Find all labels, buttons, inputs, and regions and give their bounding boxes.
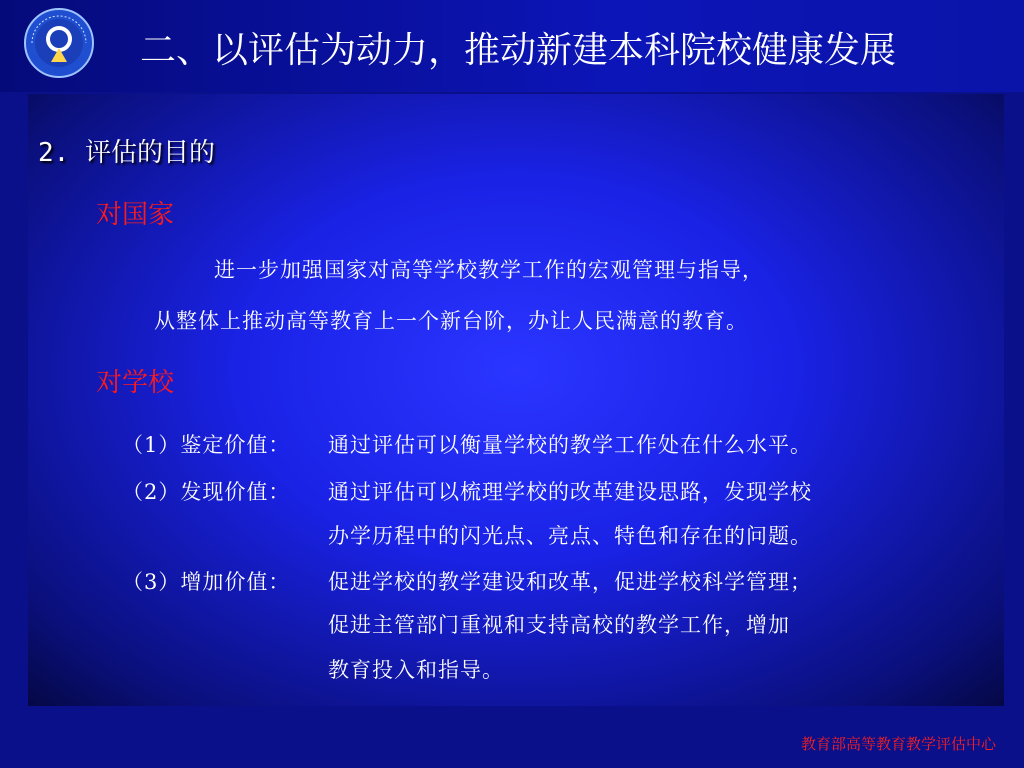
section-heading: 2. 评估的目的 xyxy=(38,138,215,168)
item-2-prefix: （2）发现价值： xyxy=(122,480,291,504)
slide-title: 二、以评估为动力，推动新建本科院校健康发展 xyxy=(140,30,897,71)
header-bar xyxy=(0,0,1024,92)
country-line-1: 进一步加强国家对高等学校教学工作的宏观管理与指导， xyxy=(214,258,764,282)
item-1-prefix: （1）鉴定价值： xyxy=(122,433,291,457)
country-line-2: 从整体上推动高等教育上一个新台阶，办让人民满意的教育。 xyxy=(154,309,748,333)
item-3-line-3: 教育投入和指导。 xyxy=(328,658,504,682)
item-3-line-1: 促进学校的教学建设和改革，促进学校科学管理； xyxy=(328,570,812,594)
item-3-prefix: （3）增加价值： xyxy=(122,570,291,594)
school-label: 对学校 xyxy=(96,368,175,398)
evaluation-center-logo-icon xyxy=(24,8,94,78)
footer-organization: 教育部高等教育教学评估中心 xyxy=(800,735,996,753)
item-2-line-1: 通过评估可以梳理学校的改革建设思路，发现学校 xyxy=(328,480,812,504)
item-2-line-2: 办学历程中的闪光点、亮点、特色和存在的问题。 xyxy=(328,524,812,548)
item-3-line-2: 促进主管部门重视和支持高校的教学工作，增加 xyxy=(328,613,790,637)
item-1-line-1: 通过评估可以衡量学校的教学工作处在什么水平。 xyxy=(328,433,812,457)
country-label: 对国家 xyxy=(96,200,175,230)
